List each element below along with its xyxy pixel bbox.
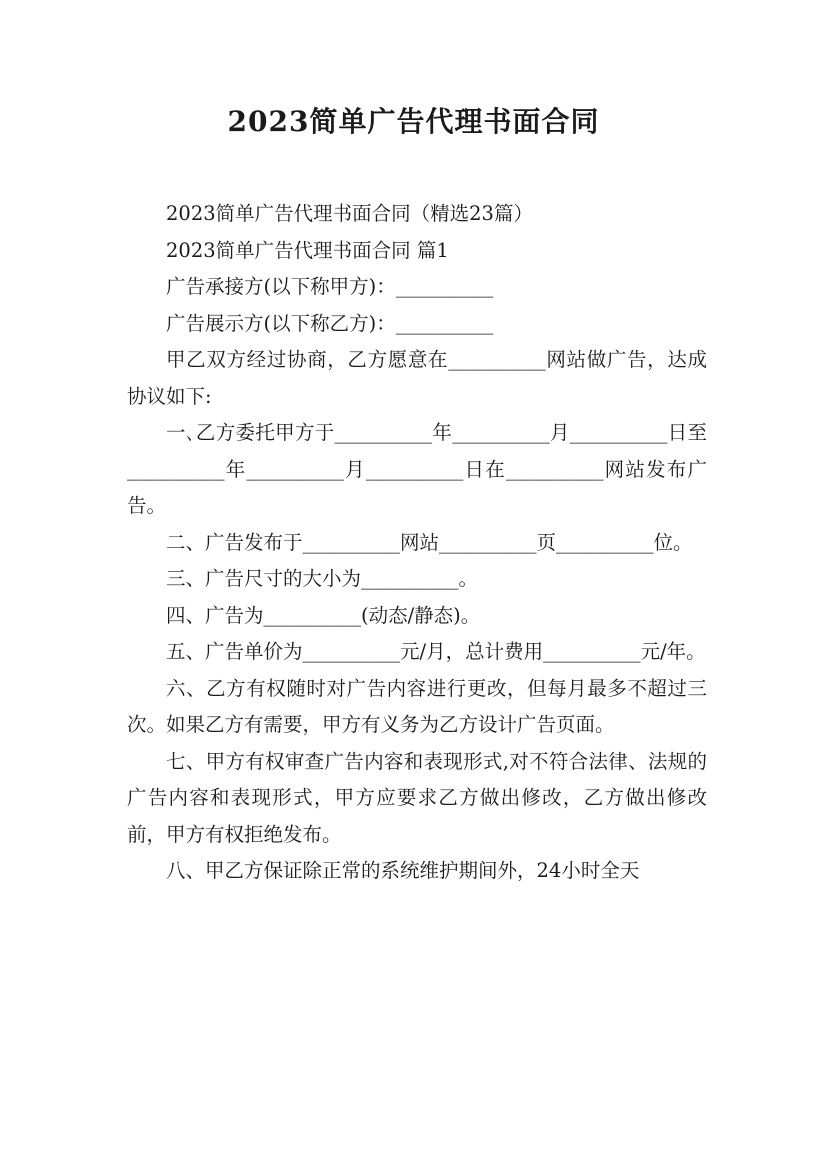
paragraph-section-heading: 2023简单广告代理书面合同 篇1 bbox=[166, 238, 449, 262]
paragraph-party-b: 广告展示方(以下称乙方)：__________ bbox=[166, 311, 494, 335]
document-title: 2023简单广告代理书面合同 bbox=[227, 105, 600, 138]
paragraph-party-a: 广告承接方(以下称甲方)：__________ bbox=[166, 275, 494, 298]
paragraph-clause-5: 五、广告单价为__________元/月，总计费用__________元/年。 bbox=[166, 640, 706, 663]
document-body bbox=[127, 196, 707, 890]
paragraph-clause-6: 六、乙方有权随时对广告内容进行更改，但每月最多不超过三次。如果乙方有需要，甲方有义务为乙方设计广告页面。 bbox=[127, 676, 707, 736]
paragraph-clause-3: 三、广告尺寸的大小为__________。 bbox=[166, 567, 479, 590]
paragraph-clause-1: 一､乙方委托甲方于__________年__________月__________日至__________年__________月__________日在__________网站发布广告。 bbox=[127, 421, 707, 517]
paragraph-clause-8: 八、甲乙方保证除正常的系统维护期间外，24小时全天 bbox=[166, 859, 640, 882]
paragraph-intro: 甲乙双方经过协商，乙方愿意在__________网站做广告，达成协议如下: bbox=[127, 348, 707, 408]
paragraph-subtitle: 2023简单广告代理书面合同（精选23篇） bbox=[166, 202, 533, 225]
paragraph-clause-2: 二、广告发布于__________网站__________页__________位。 bbox=[166, 530, 693, 554]
paragraph-clause-4: 四、广告为__________(动态/静态)。 bbox=[166, 603, 481, 627]
paragraph-clause-7: 七、甲方有权审查广告内容和表现形式,对不符合法律、法规的广告内容和表现形式，甲方应要求乙方做出修改，乙方做出修改前，甲方有权拒绝发布。 bbox=[127, 749, 707, 846]
